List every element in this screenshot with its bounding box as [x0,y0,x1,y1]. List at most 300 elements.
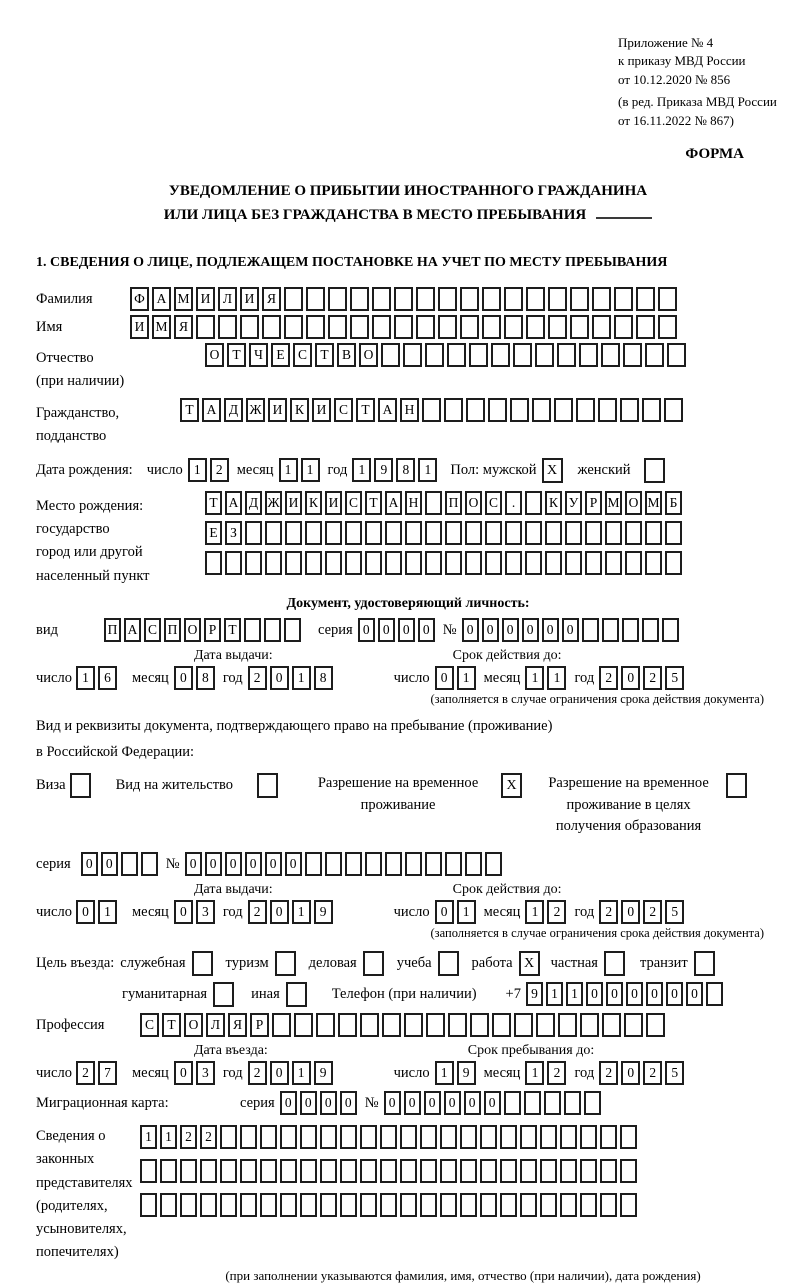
char-cell[interactable] [667,343,686,367]
char-cell[interactable]: Т [365,491,382,515]
char-cell[interactable]: 0 [285,852,302,876]
char-cell[interactable]: С [144,618,161,642]
char-cell[interactable]: 1 [98,900,117,924]
char-cell[interactable]: 2 [248,666,267,690]
char-cell[interactable] [325,521,342,545]
char-cell[interactable]: Н [405,491,422,515]
char-cell[interactable] [665,551,682,575]
char-cell[interactable]: 0 [270,1061,289,1085]
char-cell[interactable]: 0 [185,852,202,876]
char-cell[interactable]: 0 [101,852,118,876]
char-cell[interactable] [548,315,567,339]
char-cell[interactable] [636,315,655,339]
char-cell[interactable]: К [305,491,322,515]
char-cell[interactable]: 3 [196,1061,215,1085]
char-cell[interactable] [425,551,442,575]
char-cell[interactable] [625,521,642,545]
char-cell[interactable] [305,551,322,575]
char-cell[interactable] [600,1125,617,1149]
char-cell[interactable] [488,398,507,422]
char-cell[interactable] [565,551,582,575]
char-cell[interactable]: 1 [76,666,95,690]
char-cell[interactable] [385,852,402,876]
char-cell[interactable]: Е [271,343,290,367]
char-cell[interactable] [558,1013,577,1037]
char-cell[interactable] [625,551,642,575]
char-cell[interactable] [447,343,466,367]
char-cell[interactable]: 2 [180,1125,197,1149]
char-cell[interactable] [526,287,545,311]
char-cell[interactable] [240,1193,257,1217]
char-cell[interactable]: X [542,458,563,483]
char-cell[interactable] [469,343,488,367]
purpose-checkbox-work[interactable] [519,951,543,976]
char-cell[interactable] [438,287,457,311]
char-cell[interactable] [245,521,262,545]
char-cell[interactable] [500,1193,517,1217]
char-cell[interactable]: 0 [586,982,603,1006]
char-cell[interactable] [350,287,369,311]
char-cell[interactable]: О [625,491,642,515]
char-cell[interactable] [585,551,602,575]
char-cell[interactable] [380,1125,397,1149]
char-cell[interactable]: 1 [547,666,566,690]
char-cell[interactable] [470,1013,489,1037]
char-cell[interactable] [620,398,639,422]
char-cell[interactable] [585,521,602,545]
char-cell[interactable]: 0 [482,618,499,642]
char-cell[interactable] [485,521,502,545]
char-cell[interactable] [260,1193,277,1217]
char-cell[interactable] [580,1013,599,1037]
char-cell[interactable] [514,1013,533,1037]
char-cell[interactable] [422,398,441,422]
char-cell[interactable] [592,287,611,311]
char-cell[interactable]: А [225,491,242,515]
char-cell[interactable] [554,398,573,422]
char-cell[interactable]: 1 [546,982,563,1006]
char-cell[interactable]: Я [262,287,281,311]
char-cell[interactable] [600,1193,617,1217]
char-cell[interactable] [540,1125,557,1149]
char-cell[interactable] [525,551,542,575]
char-cell[interactable] [264,618,281,642]
char-cell[interactable] [548,287,567,311]
char-cell[interactable] [513,343,532,367]
char-cell[interactable] [665,521,682,545]
char-cell[interactable]: 0 [666,982,683,1006]
char-cell[interactable] [294,1013,313,1037]
char-cell[interactable]: 0 [174,666,193,690]
char-cell[interactable]: О [184,618,201,642]
char-cell[interactable]: С [140,1013,159,1037]
char-cell[interactable]: А [152,287,171,311]
char-cell[interactable]: С [485,491,502,515]
char-cell[interactable]: 3 [196,900,215,924]
char-cell[interactable] [426,1013,445,1037]
char-cell[interactable] [405,521,422,545]
char-cell[interactable] [300,1193,317,1217]
char-cell[interactable]: 0 [542,618,559,642]
char-cell[interactable]: Т [224,618,241,642]
char-cell[interactable]: 0 [626,982,643,1006]
char-cell[interactable] [365,852,382,876]
char-cell[interactable]: 8 [396,458,415,482]
char-cell[interactable]: 1 [525,666,544,690]
purpose-checkbox-private[interactable] [604,951,628,976]
char-cell[interactable] [576,398,595,422]
char-cell[interactable]: П [445,491,462,515]
char-cell[interactable]: 0 [225,852,242,876]
char-cell[interactable]: 0 [646,982,663,1006]
char-cell[interactable] [280,1125,297,1149]
char-cell[interactable] [286,982,307,1007]
char-cell[interactable] [213,982,234,1007]
char-cell[interactable]: М [152,315,171,339]
char-cell[interactable]: Т [180,398,199,422]
sex-female-checkbox[interactable] [644,458,668,483]
char-cell[interactable]: Д [245,491,262,515]
char-cell[interactable] [557,343,576,367]
char-cell[interactable]: 9 [526,982,543,1006]
char-cell[interactable]: 2 [599,1061,618,1085]
char-cell[interactable] [564,1091,581,1115]
char-cell[interactable] [505,521,522,545]
char-cell[interactable]: Я [174,315,193,339]
char-cell[interactable] [644,458,665,483]
char-cell[interactable]: О [359,343,378,367]
char-cell[interactable]: X [519,951,540,976]
char-cell[interactable] [382,1013,401,1037]
char-cell[interactable] [465,852,482,876]
char-cell[interactable] [601,343,620,367]
char-cell[interactable] [622,618,639,642]
char-cell[interactable]: В [337,343,356,367]
char-cell[interactable]: Ф [130,287,149,311]
char-cell[interactable]: 0 [606,982,623,1006]
char-cell[interactable] [425,521,442,545]
char-cell[interactable]: 9 [314,900,333,924]
char-cell[interactable] [265,551,282,575]
char-cell[interactable] [510,398,529,422]
char-cell[interactable]: 1 [457,666,476,690]
char-cell[interactable] [272,1013,291,1037]
char-cell[interactable]: 0 [398,618,415,642]
char-cell[interactable] [306,287,325,311]
char-cell[interactable] [658,287,677,311]
char-cell[interactable] [338,1013,357,1037]
char-cell[interactable] [205,551,222,575]
char-cell[interactable]: 2 [643,666,662,690]
char-cell[interactable] [425,343,444,367]
char-cell[interactable] [381,343,400,367]
char-cell[interactable]: И [285,491,302,515]
char-cell[interactable] [405,852,422,876]
char-cell[interactable] [305,852,322,876]
char-cell[interactable]: 1 [418,458,437,482]
char-cell[interactable]: И [268,398,287,422]
char-cell[interactable] [200,1193,217,1217]
char-cell[interactable]: А [202,398,221,422]
char-cell[interactable]: . [505,491,522,515]
char-cell[interactable] [365,521,382,545]
char-cell[interactable] [385,521,402,545]
char-cell[interactable] [540,1193,557,1217]
char-cell[interactable] [284,618,301,642]
char-cell[interactable] [624,1013,643,1037]
char-cell[interactable] [121,852,138,876]
char-cell[interactable] [440,1125,457,1149]
char-cell[interactable] [485,852,502,876]
char-cell[interactable] [140,1193,157,1217]
char-cell[interactable]: 0 [522,618,539,642]
char-cell[interactable]: З [225,521,242,545]
char-cell[interactable]: 1 [160,1125,177,1149]
char-cell[interactable] [425,491,442,515]
char-cell[interactable] [460,1125,477,1149]
char-cell[interactable]: 0 [435,900,454,924]
char-cell[interactable] [536,1013,555,1037]
purpose-checkbox-business-trip[interactable] [192,951,216,976]
char-cell[interactable] [275,951,296,976]
char-cell[interactable] [598,398,617,422]
char-cell[interactable] [306,315,325,339]
visa-checkbox[interactable] [70,773,94,798]
char-cell[interactable] [520,1193,537,1217]
char-cell[interactable] [260,1125,277,1149]
char-cell[interactable] [141,852,158,876]
char-cell[interactable]: X [501,773,522,798]
char-cell[interactable]: Т [162,1013,181,1037]
char-cell[interactable] [623,343,642,367]
char-cell[interactable] [620,1125,637,1149]
char-cell[interactable] [438,315,457,339]
char-cell[interactable]: 1 [435,1061,454,1085]
char-cell[interactable]: 2 [200,1125,217,1149]
char-cell[interactable]: П [164,618,181,642]
char-cell[interactable]: 0 [424,1091,441,1115]
char-cell[interactable]: О [465,491,482,515]
char-cell[interactable]: Я [228,1013,247,1037]
char-cell[interactable] [500,1125,517,1149]
char-cell[interactable] [360,1125,377,1149]
char-cell[interactable]: 1 [566,982,583,1006]
char-cell[interactable] [560,1193,577,1217]
char-cell[interactable] [300,1125,317,1149]
char-cell[interactable]: У [565,491,582,515]
char-cell[interactable]: О [205,343,224,367]
char-cell[interactable] [491,343,510,367]
char-cell[interactable] [465,551,482,575]
char-cell[interactable] [440,1193,457,1217]
char-cell[interactable] [420,1193,437,1217]
char-cell[interactable] [240,1125,257,1149]
char-cell[interactable]: 0 [174,900,193,924]
char-cell[interactable] [345,521,362,545]
char-cell[interactable] [400,1125,417,1149]
char-cell[interactable] [244,618,261,642]
purpose-checkbox-tourism[interactable] [275,951,299,976]
char-cell[interactable]: 2 [248,900,267,924]
char-cell[interactable]: С [293,343,312,367]
char-cell[interactable] [520,1125,537,1149]
char-cell[interactable] [602,1013,621,1037]
char-cell[interactable] [580,1193,597,1217]
char-cell[interactable]: 0 [300,1091,317,1115]
char-cell[interactable] [284,287,303,311]
char-cell[interactable]: 5 [665,666,684,690]
char-cell[interactable] [196,315,215,339]
char-cell[interactable]: 0 [280,1091,297,1115]
char-cell[interactable] [305,521,322,545]
char-cell[interactable] [706,982,723,1006]
char-cell[interactable]: 0 [621,1061,640,1085]
char-cell[interactable]: 1 [140,1125,157,1149]
char-cell[interactable]: Р [585,491,602,515]
char-cell[interactable] [320,1125,337,1149]
char-cell[interactable] [465,521,482,545]
char-cell[interactable]: Т [315,343,334,367]
char-cell[interactable]: М [605,491,622,515]
char-cell[interactable]: К [290,398,309,422]
char-cell[interactable]: И [240,287,259,311]
char-cell[interactable] [257,773,278,798]
char-cell[interactable]: 9 [374,458,393,482]
char-cell[interactable]: 5 [665,900,684,924]
char-cell[interactable]: Е [205,521,222,545]
char-cell[interactable] [485,551,502,575]
char-cell[interactable] [526,315,545,339]
char-cell[interactable] [560,1125,577,1149]
char-cell[interactable] [365,551,382,575]
char-cell[interactable] [420,1125,437,1149]
char-cell[interactable] [445,551,462,575]
char-cell[interactable] [220,1125,237,1149]
char-cell[interactable] [405,551,422,575]
char-cell[interactable] [225,551,242,575]
char-cell[interactable]: 0 [384,1091,401,1115]
char-cell[interactable]: И [312,398,331,422]
char-cell[interactable] [645,343,664,367]
char-cell[interactable] [328,315,347,339]
char-cell[interactable]: С [345,491,362,515]
char-cell[interactable]: К [545,491,562,515]
char-cell[interactable] [642,398,661,422]
char-cell[interactable]: Ч [249,343,268,367]
char-cell[interactable]: 0 [464,1091,481,1115]
char-cell[interactable]: 0 [174,1061,193,1085]
char-cell[interactable]: 9 [457,1061,476,1085]
char-cell[interactable] [444,398,463,422]
char-cell[interactable]: Ж [265,491,282,515]
char-cell[interactable]: 0 [270,666,289,690]
char-cell[interactable]: 1 [352,458,371,482]
char-cell[interactable] [505,551,522,575]
char-cell[interactable] [265,521,282,545]
char-cell[interactable] [584,1091,601,1115]
char-cell[interactable]: 1 [525,900,544,924]
char-cell[interactable] [394,287,413,311]
char-cell[interactable] [466,398,485,422]
char-cell[interactable]: 0 [484,1091,501,1115]
char-cell[interactable] [445,852,462,876]
char-cell[interactable] [645,551,662,575]
char-cell[interactable]: 0 [435,666,454,690]
char-cell[interactable]: 1 [525,1061,544,1085]
char-cell[interactable] [325,551,342,575]
char-cell[interactable]: И [196,287,215,311]
char-cell[interactable]: Б [665,491,682,515]
char-cell[interactable]: 1 [292,1061,311,1085]
char-cell[interactable]: 2 [547,1061,566,1085]
char-cell[interactable]: 0 [205,852,222,876]
char-cell[interactable] [345,852,362,876]
char-cell[interactable] [492,1013,511,1037]
char-cell[interactable]: Р [204,618,221,642]
char-cell[interactable] [532,398,551,422]
char-cell[interactable]: 0 [270,900,289,924]
char-cell[interactable] [460,287,479,311]
char-cell[interactable] [504,287,523,311]
char-cell[interactable] [482,315,501,339]
char-cell[interactable]: 0 [462,618,479,642]
char-cell[interactable]: 2 [248,1061,267,1085]
char-cell[interactable]: Ж [246,398,265,422]
char-cell[interactable]: 1 [292,900,311,924]
char-cell[interactable]: 2 [76,1061,95,1085]
char-cell[interactable] [726,773,747,798]
char-cell[interactable]: 0 [358,618,375,642]
char-cell[interactable]: 1 [279,458,298,482]
purpose-checkbox-study[interactable] [438,951,462,976]
char-cell[interactable]: 0 [621,900,640,924]
char-cell[interactable]: 2 [643,900,662,924]
char-cell[interactable] [448,1013,467,1037]
char-cell[interactable] [646,1013,665,1037]
char-cell[interactable]: 1 [457,900,476,924]
char-cell[interactable] [380,1193,397,1217]
char-cell[interactable] [284,315,303,339]
char-cell[interactable]: Н [400,398,419,422]
char-cell[interactable] [345,551,362,575]
char-cell[interactable] [480,1125,497,1149]
char-cell[interactable]: 2 [599,900,618,924]
char-cell[interactable] [328,287,347,311]
char-cell[interactable]: Л [218,287,237,311]
char-cell[interactable]: 0 [81,852,98,876]
char-cell[interactable] [605,551,622,575]
char-cell[interactable]: 2 [210,458,229,482]
char-cell[interactable]: 9 [314,1061,333,1085]
char-cell[interactable] [416,287,435,311]
char-cell[interactable] [642,618,659,642]
char-cell[interactable] [614,315,633,339]
char-cell[interactable] [460,1193,477,1217]
char-cell[interactable]: 0 [404,1091,421,1115]
sex-male-checkbox[interactable] [542,458,566,483]
char-cell[interactable] [482,287,501,311]
char-cell[interactable]: Л [206,1013,225,1037]
char-cell[interactable] [658,315,677,339]
char-cell[interactable] [425,852,442,876]
char-cell[interactable] [262,315,281,339]
char-cell[interactable]: П [104,618,121,642]
char-cell[interactable]: 6 [98,666,117,690]
char-cell[interactable] [620,1193,637,1217]
char-cell[interactable]: 1 [188,458,207,482]
char-cell[interactable] [325,852,342,876]
char-cell[interactable] [614,287,633,311]
